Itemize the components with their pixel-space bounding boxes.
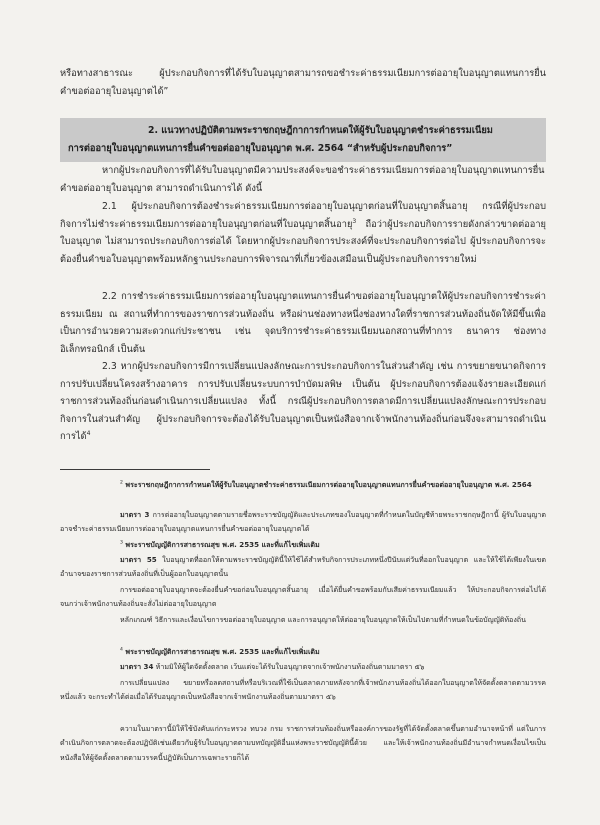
- footnote-3-mark: 3: [120, 540, 123, 546]
- footnote-4-section-text: ห้ามมิให้ผู้ใดจัดตั้งตลาด เว้นแต่จะได้รับใบอนุญาตจากเจ้าพนักงานท้องถิ่นตามมาตรา ๕๖: [153, 662, 425, 671]
- footnote-3-paragraph-3: หลักเกณฑ์ วิธีการและเงื่อนไขการขอต่ออายุใบอนุญาต และการอนุญาตให้ต่ออายุใบอนุญาตให้เป็นไปตามที่กำหนดในข้อบัญญัติท้องถิ่น: [120, 615, 526, 624]
- paragraph-2-3-text: 2.3 หากผู้ประกอบกิจการมีการเปลี่ยนแปลงลักษณะการประกอบกิจการในส่วนสำคัญ เช่น การขยายขนาดกิจการ การปรับเปลี่ยนโครงสร้างอาคาร การปรับเปลี่ยนระบบการบำบัดมลพิษ เป็นต้น ผู้ประกอบกิจการต้องแจ้งรายละเอียดแก่ราชการส่วนท้องถิ่นก่อนดำเนินการเปลี่ยนแปลง ทั้งนี้ กรณีผู้ประกอบกิจการตลาดมีการเปลี่ยนแปลงลักษณะการประกอบกิจการในส่วนสำคัญ ผู้ประกอบกิจการจะต้องได้รับใบอนุญาตเป็นหนังสือจากเจ้าพนักงานท้องถิ่นก่อนจึงจะสามารถดำเนินการได้: [60, 361, 546, 443]
- footnote-3-section: [60, 553, 546, 582]
- paragraph-2-3: [60, 358, 546, 446]
- footnote-3-paragraph-2: การขอต่ออายุใบอนุญาตจะต้องยื่นคำขอก่อนใบอนุญาตสิ้นอายุ เมื่อได้ยื่นคำขอพร้อมกับเสียค่าธรรมเนียมแล้ว ให้ประกอบกิจการต่อไปได้จนกว่าเจ้าพนักงานท้องถิ่นจะสั่งไม่ต่ออายุใบอนุญาต: [60, 585, 546, 609]
- footnote-3-title-text: พระราชบัญญัติการสาธารณสุข พ.ศ. 2535 และที่แก้ไขเพิ่มเติม: [122, 540, 320, 549]
- footnote-4-section: [60, 660, 546, 674]
- footnote-3-section-label: มาตรา 55: [120, 555, 157, 564]
- footnote-4-section-label: มาตรา 34: [120, 662, 154, 671]
- footnote-4-paragraph-3: ความในมาตรานี้มิให้ใช้บังคับแก่กระทรวง ทบวง กรม ราชการส่วนท้องถิ่นหรือองค์การของรัฐที่ได้จัดตั้งตลาดขึ้นตามอำนาจหน้าที่ แต่ในการดำเนินกิจการตลาดจะต้องปฏิบัติเช่นเดียวกับผู้รับใบอนุญาตตามบทบัญญัติอื่นแห่งพระราชบัญญัตินี้ด้วย และให้เจ้าพนักงานท้องถิ่นมีอำนาจกำหนดเงื่อนไขเป็นหนังสือให้ผู้จัดตั้งตลาดตามวรรคนี้ปฏิบัติเป็นการเฉพาะรายก็ได้: [60, 724, 546, 762]
- footnote-2-section-text: การต่ออายุใบอนุญาตตามรายชื่อพระราชบัญญัติและประเภทของใบอนุญาตที่กำหนดในบัญชีท้ายพระราชกฤษฎีกานี้ ผู้รับใบอนุญาตอาจชำระค่าธรรมเนียมการต่ออายุใบอนุญาตแทนการยื่นคำขอต่ออายุใบอนุญาตได้: [60, 510, 547, 534]
- paragraph-2-1-part-b: ถือว่าผู้ประกอบกิจการรายดังกล่าวขาดต่ออายุใบอนุญาต ไม่สามารถประกอบกิจการต่อได้ โดยหากผู้ประกอบกิจการประสงค์ที่จะประกอบกิจการต่อไป ผู้ประกอบกิจการจะต้องยื่นคำขอใบอนุญาตพร้อมหลักฐานประกอบการพิจารณาที่เกี่ยวข้องเสมือนเป็นผู้ประกอบกิจการรายใหม่: [60, 218, 546, 265]
- footnote-separator: [60, 469, 210, 470]
- footnote-3-title: [60, 538, 546, 552]
- footnote-ref-3: 3: [352, 217, 357, 225]
- section-heading-line-1: 2. แนวทางปฏิบัติตามพระราชกฤษฎีกาการกำหนดให้ผู้รับใบอนุญาตชำระค่าธรรมเนียม: [148, 125, 493, 136]
- paragraph-intro: หากผู้ประกอบกิจการที่ได้รับใบอนุญาตมีความประสงค์จะขอชำระค่าธรรมเนียมการต่ออายุใบอนุญาตแทนการยื่นคำขอต่ออายุใบอนุญาต สามารถดำเนินการได้ ดังนี้: [60, 165, 545, 194]
- footnote-2-title: [60, 478, 546, 492]
- paragraph-2-1-part-a: 2.1 ผู้ประกอบกิจการต้องชำระค่าธรรมเนียมการต่ออายุใบอนุญาตก่อนที่ใบอนุญาตสิ้นอายุ กรณีที่ผู้ประกอบกิจการไม่ชำระค่าธรรมเนียมการต่ออายุใบอนุญาตก่อนที่ใบอนุญาตสิ้นอายุ: [60, 201, 546, 230]
- intro-paragraph: หรือทางสาธารณะ ผู้ประกอบกิจการที่ได้รับใบอนุญาตสามารถขอชำระค่าธรรมเนียมการต่ออายุใบอนุญาตแทนการยื่นคำขอต่ออายุใบอนุญาตได้”: [60, 68, 546, 97]
- section-heading: [60, 118, 546, 162]
- footnote-4-mark: 4: [120, 647, 123, 653]
- footnote-4-title-text: พระราชบัญญัติการสาธารณสุข พ.ศ. 2535 และที่แก้ไขเพิ่มเติม: [122, 647, 320, 656]
- footnote-4-paragraph-2: การเปลี่ยนแปลง ขยายหรือลดสถานที่หรือบริเวณที่ใช้เป็นตลาดภายหลังจากที่เจ้าพนักงานท้องถิ่นได้ออกใบอนุญาตให้จัดตั้งตลาดตามวรรคหนึ่งแล้ว จะกระทำได้ต่อเมื่อได้รับอนุญาตเป็นหนังสือจากเจ้าพนักงานท้องถิ่นตามมาตรา ๕๖: [60, 678, 546, 702]
- footnote-2-title-text: พระราชกฤษฎีกาการกำหนดให้ผู้รับใบอนุญาตชำระค่าธรรมเนียมการต่ออายุใบอนุญาตแทนการยื่นคำขอต่ออายุใบอนุญาต พ.ศ. 2564: [122, 480, 532, 489]
- footnote-ref-4: 4: [86, 430, 91, 438]
- footnote-2-section-label: มาตรา 3: [120, 510, 150, 519]
- paragraph-2-1: [60, 198, 546, 268]
- footnote-2-mark: 2: [120, 480, 123, 486]
- section-heading-line-2: การต่ออายุใบอนุญาตแทนการยื่นคำขอต่ออายุใบอนุญาต พ.ศ. 2564 “สำหรับผู้ประกอบกิจการ”: [68, 143, 453, 154]
- footnote-2-section: [60, 508, 546, 537]
- footnote-3-section-text: ใบอนุญาตที่ออกให้ตามพระราชบัญญัตินี้ให้ใช้ได้สำหรับกิจการประเภทหนึ่งปีนับแต่วันที่ออกใบอนุญาต และให้ใช้ได้เพียงในเขตอำนาจของราชการส่วนท้องถิ่นที่เป็นผู้ออกใบอนุญาตนั้น: [60, 555, 546, 579]
- paragraph-2-2: 2.2 การชำระค่าธรรมเนียมการต่ออายุใบอนุญาตแทนการยื่นคำขอต่ออายุใบอนุญาตให้ผู้ประกอบกิจการชำระค่าธรรมเนียม ณ สถานที่ทำการของราชการส่วนท้องถิ่น หรือผ่านช่องทางหนึ่งช่องทางใดที่ราชการส่วนท้องถิ่นจัดให้มีขึ้นเพื่อเป็นการอำนวยความสะดวกแก่ประชาชน เช่น จุดบริการชำระค่าธรรมเนียมนอกสถานที่ทำการ ธนาคาร ช่องทางอิเล็กทรอนิกส์ เป็นต้น: [60, 291, 546, 355]
- footnote-4-title: [60, 645, 546, 659]
